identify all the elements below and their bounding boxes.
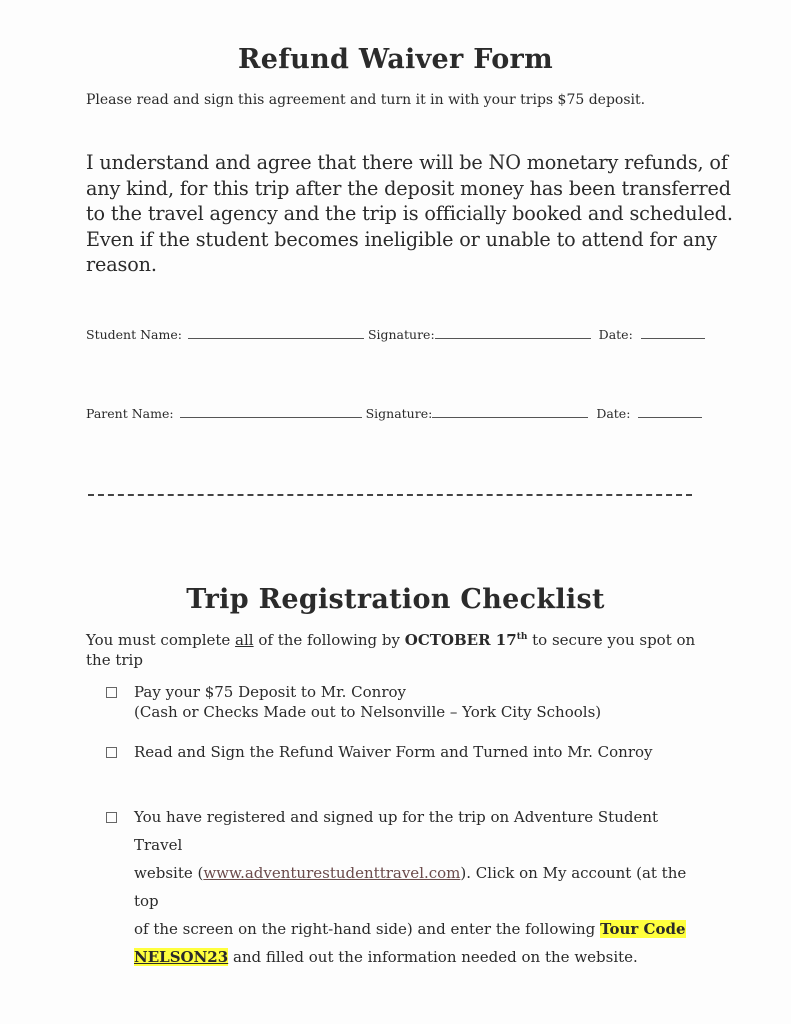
student-name-field[interactable] (188, 337, 364, 339)
item-text: and filled out the information needed on the website. (228, 948, 638, 966)
checkbox[interactable] (106, 812, 117, 823)
intro-all-emphasis: all (235, 631, 254, 649)
deadline-date: OCTOBER 17 (404, 631, 517, 649)
intro-text: to secure you spot on (527, 631, 696, 649)
agreement-line: to the travel agency and the trip is officially booked and scheduled. (86, 202, 733, 225)
checklist-title: Trip Registration Checklist (186, 584, 605, 615)
waiver-title: Refund Waiver Form (238, 44, 553, 75)
checklist-item-deposit (106, 682, 601, 722)
item-text: You have registered and signed up for the trip on Adventure Student Travel (134, 808, 659, 854)
checkbox[interactable] (106, 747, 117, 758)
item-text: ). Click on My account (at the top (134, 864, 687, 910)
parent-name-field[interactable] (180, 416, 362, 418)
item-text: website ( (134, 864, 204, 882)
cut-line-divider (88, 494, 692, 496)
checkbox[interactable] (106, 687, 117, 698)
agreement-line: I understand and agree that there will be NO monetary refunds, of (86, 151, 728, 174)
waiver-agreement (86, 150, 733, 278)
website-link[interactable]: www.adventurestudenttravel.com (203, 864, 461, 882)
checklist-item-registration (106, 803, 706, 971)
checklist-item-waiver (106, 742, 653, 762)
item-text: Pay your $75 Deposit to Mr. Conroy (134, 683, 407, 701)
parent-date-label: Date: (596, 406, 631, 421)
student-signature-row (86, 327, 705, 342)
parent-name-label: Parent Name: (86, 406, 174, 421)
parent-signature-field[interactable] (432, 416, 588, 418)
intro-text: of the following by (253, 631, 405, 649)
intro-text: the trip (86, 651, 143, 669)
student-signature-label: Signature: (367, 327, 435, 342)
item-text: of the screen on the right-hand side) and enter the following (134, 920, 601, 938)
checklist-intro (86, 630, 706, 670)
parent-signature-row (86, 406, 702, 421)
parent-date-field[interactable] (638, 416, 702, 418)
item-text: Read and Sign the Refund Waiver Form and Turned into Mr. Conroy (134, 743, 653, 761)
student-date-label: Date: (598, 327, 633, 342)
student-name-label: Student Name: (86, 327, 182, 342)
tour-code-label: Tour Code (600, 920, 686, 938)
tour-code-value: NELSON23 (134, 948, 229, 966)
agreement-line: any kind, for this trip after the deposit money has been transferred (86, 176, 731, 200)
student-signature-field[interactable] (435, 337, 591, 339)
intro-text: You must complete (86, 631, 236, 649)
deadline-suffix: th (516, 632, 528, 642)
student-date-field[interactable] (641, 337, 705, 339)
agreement-line: reason. (86, 253, 157, 276)
parent-signature-label: Signature: (365, 406, 433, 421)
waiver-intro: Please read and sign this agreement and turn it in with your trips $75 deposit. (86, 92, 646, 108)
item-text: (Cash or Checks Made out to Nelsonville – York City Schools) (134, 703, 602, 721)
agreement-line: Even if the student becomes ineligible or unable to attend for any (86, 227, 717, 251)
